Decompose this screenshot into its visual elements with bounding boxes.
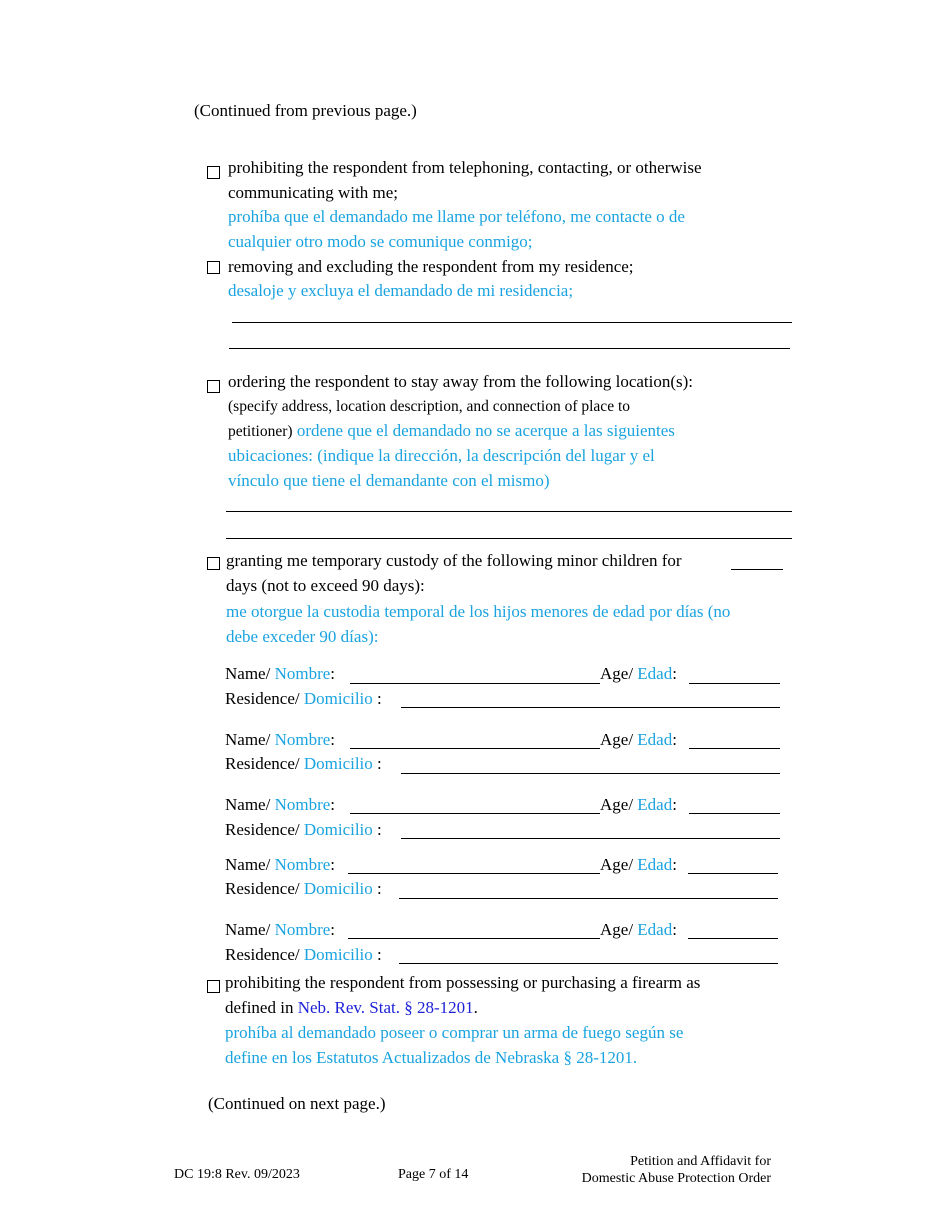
stay-away-text-en-2: (specify address, location description, and connection of place to	[228, 398, 631, 415]
child-5-age-blank[interactable]	[688, 938, 778, 939]
child-5-residence-label: Residence/ Domicilio :	[225, 945, 382, 964]
child-4-residence-label: Residence/ Domicilio :	[225, 879, 382, 898]
form-number: DC 19:8 Rev. 09/2023	[174, 1167, 300, 1182]
stay-away-blank-line-1[interactable]	[226, 511, 792, 512]
firearm-text-en-2: defined in Neb. Rev. Stat. § 28-1201.	[225, 998, 478, 1017]
form-title: Petition and Affidavit for Domestic Abuse Protection Order	[581, 1154, 771, 1186]
custody-text-es-1: me otorgue la custodia temporal de los hijos menores de edad por días (no	[226, 602, 731, 621]
child-2-name-blank[interactable]	[350, 748, 600, 749]
child-3-residence-blank[interactable]	[401, 838, 780, 839]
firearm-text-es-1: prohíba al demandado poseer o comprar un arma de fuego según se	[225, 1023, 684, 1042]
custody-text-en-2: days (not to exceed 90 days):	[226, 576, 425, 595]
exclude-residence-blank-line-2[interactable]	[229, 348, 790, 349]
child-4-residence-blank[interactable]	[399, 898, 778, 899]
stay-away-blank-line-2[interactable]	[226, 538, 792, 539]
no-contact-text-es-2: cualquier otro modo se comunique conmigo;	[228, 232, 533, 251]
child-3-residence-label: Residence/ Domicilio :	[225, 820, 382, 839]
child-1-age-label: Age/ Edad:	[600, 664, 677, 683]
child-2-residence-blank[interactable]	[401, 773, 780, 774]
child-4-age-blank[interactable]	[688, 873, 778, 874]
child-1-name-blank[interactable]	[350, 683, 600, 684]
no-contact-text-en-2: communicating with me;	[228, 183, 398, 202]
child-2-residence-label: Residence/ Domicilio :	[225, 754, 382, 773]
page-number: Page 7 of 14	[398, 1167, 469, 1182]
stay-away-text-es-4: ubicaciones: (indique la dirección, la descripción del lugar y el	[228, 446, 655, 465]
child-2-name-label: Name/ Nombre:	[225, 730, 336, 749]
custody-days-blank[interactable]	[731, 569, 783, 570]
child-3-age-blank[interactable]	[689, 813, 780, 814]
child-5-age-label: Age/ Edad:	[600, 920, 677, 939]
custody-text-en-1: granting me temporary custody of the following minor children for	[226, 551, 682, 570]
child-3-name-blank[interactable]	[350, 813, 600, 814]
stay-away-checkbox[interactable]	[207, 380, 220, 393]
child-2-age-label: Age/ Edad:	[600, 730, 677, 749]
child-1-name-label: Name/ Nombre:	[225, 664, 336, 683]
firearm-text-es-2: define en los Estatutos Actualizados de Nebraska § 28-1201.	[225, 1048, 638, 1067]
no-contact-checkbox[interactable]	[207, 166, 220, 179]
child-5-name-blank[interactable]	[348, 938, 600, 939]
exclude-residence-checkbox[interactable]	[207, 261, 220, 274]
exclude-residence-text-en: removing and excluding the respondent from my residence;	[228, 257, 634, 276]
firearm-checkbox[interactable]	[207, 980, 220, 993]
firearm-text-en-1: prohibiting the respondent from possessing or purchasing a firearm as	[225, 973, 701, 992]
child-2-age-blank[interactable]	[689, 748, 780, 749]
custody-checkbox[interactable]	[207, 557, 220, 570]
child-1-residence-blank[interactable]	[401, 707, 780, 708]
statute-link[interactable]: Neb. Rev. Stat. § 28-1201	[297, 998, 474, 1017]
stay-away-text-es-3: ordene que el demandado no se acerque a las siguientes	[296, 421, 675, 440]
child-1-residence-label: Residence/ Domicilio :	[225, 689, 382, 708]
stay-away-text-es-5: vínculo que tiene el demandante con el mismo)	[228, 471, 550, 490]
stay-away-petitioner: petitioner)	[228, 423, 293, 440]
child-3-name-label: Name/ Nombre:	[225, 795, 336, 814]
stay-away-text-en-3	[228, 421, 675, 442]
child-3-age-label: Age/ Edad:	[600, 795, 677, 814]
child-4-age-label: Age/ Edad:	[600, 855, 677, 874]
child-1-age-blank[interactable]	[689, 683, 780, 684]
no-contact-text-es-1: prohíba que el demandado me llame por teléfono, me contacte o de	[228, 207, 685, 226]
exclude-residence-text-es: desaloje y excluya el demandado de mi residencia;	[228, 281, 574, 300]
child-5-name-label: Name/ Nombre:	[225, 920, 336, 939]
continued-on-next: (Continued on next page.)	[208, 1094, 386, 1113]
stay-away-text-en-1: ordering the respondent to stay away from the following location(s):	[228, 372, 694, 391]
child-4-name-label: Name/ Nombre:	[225, 855, 336, 874]
child-5-residence-blank[interactable]	[399, 963, 778, 964]
no-contact-text-en-1: prohibiting the respondent from telephoning, contacting, or otherwise	[228, 158, 702, 177]
continued-from-previous: (Continued from previous page.)	[194, 101, 417, 120]
exclude-residence-blank-line-1[interactable]	[232, 322, 792, 323]
custody-text-es-2: debe exceder 90 días):	[226, 627, 379, 646]
child-4-name-blank[interactable]	[348, 873, 600, 874]
